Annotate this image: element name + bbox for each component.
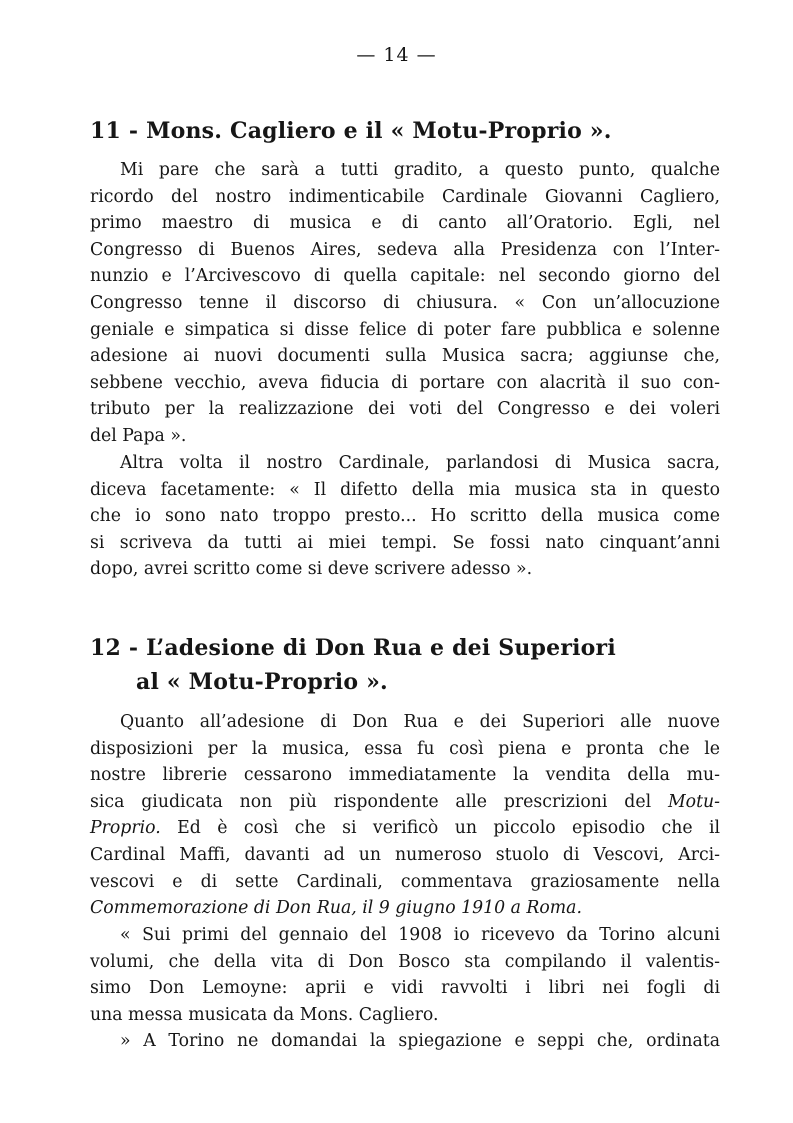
page-number: — 14 —	[356, 44, 437, 66]
text-line: che io sono nato troppo presto... Ho scritto della musica come	[90, 506, 720, 527]
text-line: del Papa ».	[90, 425, 187, 446]
text-line: dopo, avrei scritto come si deve scrivere adesso ».	[90, 559, 533, 580]
text-line: nostre librerie cessarono immediatamente la vendita della mu-	[90, 765, 720, 786]
text-line: « Sui primi del gennaio del 1908 io ricevevo da Torino alcuni	[120, 925, 720, 945]
text-line: ricordo del nostro indimenticabile Cardinale Giovanni Cagliero,	[90, 186, 720, 207]
text-line: » A Torino ne domandai la spiegazione e seppi che, ordinata	[120, 1031, 720, 1051]
text-segment: sica giudicata non più rispondente alle prescrizioni del	[90, 791, 652, 812]
italic-title: Proprio.	[90, 818, 161, 839]
text-line: nunzio e l’Arcivescovo di quella capitale: nel secondo giorno del	[90, 266, 720, 287]
section-11-paragraph-2	[90, 450, 720, 583]
text-line	[90, 789, 720, 816]
text-line: tributo per la realizzazione dei voti del Congresso e dei voleri	[90, 399, 720, 420]
section-12-paragraph-3	[90, 1028, 720, 1055]
section-11-paragraph-1	[90, 157, 720, 450]
text-line: primo maestro di musica e di canto all’Oratorio. Egli, nel	[90, 213, 720, 234]
text-line: Altra volta il nostro Cardinale, parlandosi di Musica sacra,	[120, 453, 720, 473]
text-line: si scriveva da tutti ai miei tempi. Se fossi nato cinquant’anni	[90, 532, 720, 553]
text-line: volumi, che della vita di Don Bosco sta compilando il valentis-	[90, 951, 720, 972]
section-12-heading-line-2: al « Motu-Proprio ».	[136, 669, 388, 695]
italic-title: Motu-	[667, 791, 720, 812]
section-12-heading-line-1: 12 - L’adesione di Don Rua e dei Superiori	[90, 635, 616, 661]
text-line: Congresso tenne il discorso di chiusura. « Con un’allocuzione	[90, 292, 720, 313]
text-segment: Ed è così che si verificò un piccolo episodio che il	[177, 818, 720, 839]
text-line: simo Don Lemoyne: aprii e vidi ravvolti i libri nei fogli di	[90, 978, 720, 999]
text-line: Mi pare che sarà a tutti gradito, a questo punto, qualche	[120, 160, 720, 180]
text-line: Congresso di Buenos Aires, sedeva alla Presidenza con l’Inter-	[90, 239, 720, 260]
text-line: geniale e simpatica si disse felice di poter fare pubblica e solenne	[90, 319, 720, 340]
text-line: disposizioni per la musica, essa fu così piena e pronta che le	[90, 738, 720, 759]
text-line: Cardinal Maffi, davanti ad un numeroso stuolo di Vescovi, Arci-	[90, 844, 720, 865]
text-line: diceva facetamente: « Il difetto della mia musica sta in questo	[90, 479, 720, 500]
text-line: Quanto all’adesione di Don Rua e dei Superiori alle nuove	[120, 712, 720, 732]
text-line: Commemorazione di Don Rua, il 9 giugno 1910 a Roma.	[90, 898, 582, 919]
section-12-paragraph-1	[90, 709, 720, 922]
section-12-paragraph-2	[90, 922, 720, 1028]
text-line	[90, 815, 720, 842]
text-line: una messa musicata da Mons. Cagliero.	[90, 1004, 439, 1025]
section-11-heading: 11 - Mons. Cagliero e il « Motu-Proprio ».	[90, 118, 612, 144]
text-line: vescovi e di sette Cardinali, commentava graziosamente nella	[90, 871, 720, 892]
section-12-heading	[90, 631, 730, 699]
text-line: sebbene vecchio, aveva fiducia di portare con alacrità il suo con-	[90, 372, 720, 393]
text-line: adesione ai nuovi documenti sulla Musica sacra; aggiunse che,	[90, 346, 720, 367]
